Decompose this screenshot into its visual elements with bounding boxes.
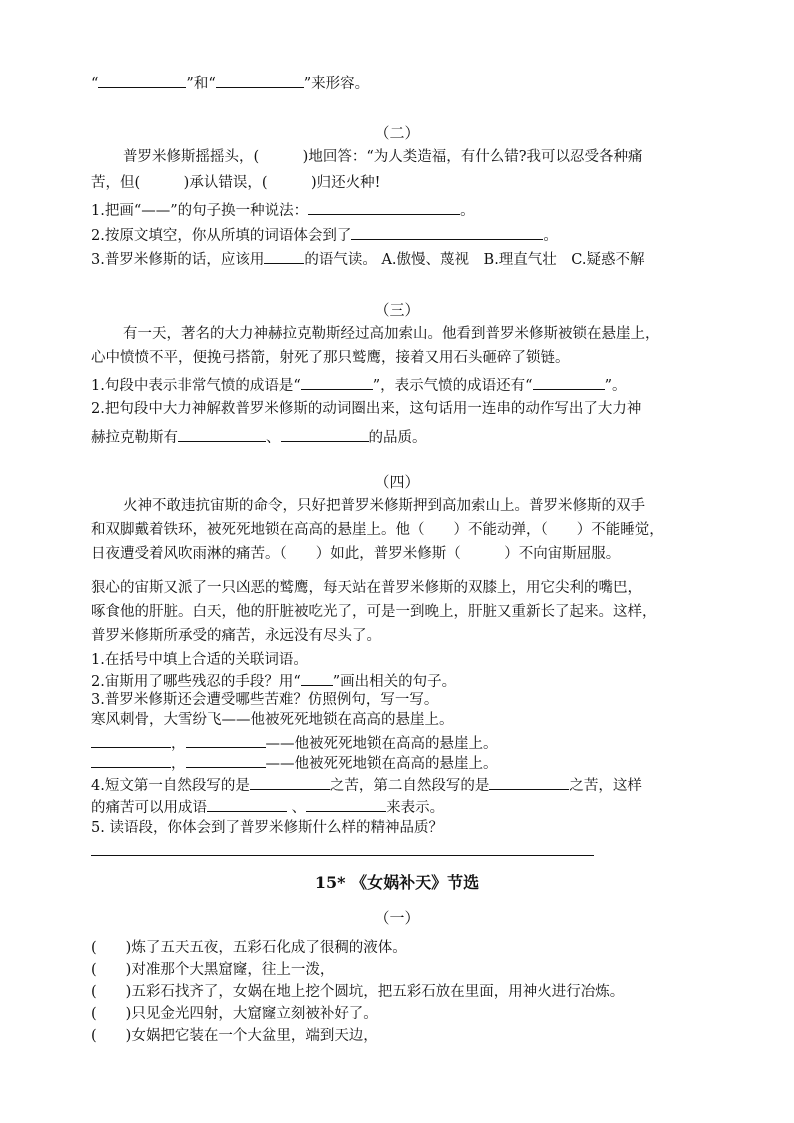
text-line: 3.普罗米修斯还会遭受哪些苦难？仿照例句，写一写。 [91,692,439,708]
text-line: 2.按原文填空，你从所填的词语体会到了 。 [91,224,558,246]
fill-blank[interactable] [91,732,171,748]
text-line: 日夜遭受着风吹雨淋的痛苦。（ ）如此，普罗米修斯（ ）不向宙斯屈服。 [91,546,621,562]
text-line: 和双脚戴着铁环，被死死地锁在高高的悬崖上。他（ ）不能动弹，（ ）不能睡觉， [91,522,664,538]
text-line: ( )女娲把它装在一个大盆里，端到天边， [91,1028,378,1044]
fill-blank[interactable] [91,752,171,768]
text-line: 3.普罗米修斯的话，应该用 的语气读。 A.傲慢、蔑视 B.理直气壮 C.疑惑不解 [91,248,644,270]
text-line: ( )炼了五天五夜，五彩石化成了很稠的液体。 [91,940,407,956]
text-line: 1.在括号中填上合适的关联词语。 [91,652,308,668]
fill-blank[interactable] [308,199,460,215]
text-line: 的痛苦可以用成语 、 来表示。 [91,796,444,818]
section-heading: （四） [374,473,420,491]
text-line: 4.短文第一自然段写的是 之苦，第二自然段写的是 之苦，这样 [91,774,642,796]
text-line: 普罗米修斯摇摇头，( )地回答：“为人类造福，有什么错?我可以忍受各种痛 [123,149,643,165]
text-line: ， ——他被死死地锁在高高的悬崖上。 [91,732,498,754]
text-line: 5. 读语段，你体会到了普罗米修斯什么样的精神品质？ [91,820,443,836]
fill-blank[interactable] [281,426,369,442]
text-line: 1.把画“——”的句子换一种说法： 。 [91,199,475,221]
section-heading: （三） [374,301,420,319]
fill-blank[interactable] [533,374,605,390]
text-line: 赫拉克勒斯有 、 的品质。 [91,426,427,448]
fill-blank[interactable] [186,752,266,768]
section-heading: （一） [374,909,420,927]
fill-blank[interactable] [250,774,330,790]
fill-blank[interactable] [186,732,266,748]
fill-blank[interactable] [351,224,543,240]
text-line: “ ”和“ ”来形容。 [91,72,369,94]
fill-blank[interactable] [98,72,186,88]
answer-line [91,855,594,856]
text-line: 寒风刺骨，大雪纷飞——他被死死地锁在高高的悬崖上。 [91,712,454,728]
text-line: 有一天，著名的大力神赫拉克勒斯经过高加索山。他看到普罗米修斯被锁在悬崖上， [123,326,660,342]
fill-blank[interactable] [301,374,373,390]
fill-blank[interactable] [216,72,304,88]
fill-blank[interactable] [178,426,266,442]
fill-blank[interactable] [207,796,287,812]
text-line: 普罗米修斯所承受的痛苦，永远没有尽头了。 [91,628,381,644]
text-line: ( )只见金光四射，大窟窿立刻被补好了。 [91,1006,378,1022]
fill-blank[interactable] [301,670,333,686]
text-line: ( )五彩石找齐了，女娲在地上挖个圆坑，把五彩石放在里面，用神火进行冶炼。 [91,984,625,1000]
fill-blank[interactable] [306,796,386,812]
text-line: ( )对准那个大黑窟窿，往上一泼， [91,962,335,978]
lesson-title: 15* 《女娲补天》节选 [314,873,480,892]
text-line: 啄食他的肝脏。白天，他的肝脏被吃光了，可是一到晚上，肝脏又重新长了起来。这样， [91,604,657,620]
fill-blank[interactable] [489,774,569,790]
text-line: 2.宙斯用了哪些残忍的手段？用“ ”画出相关的句子。 [91,670,456,692]
fill-blank[interactable] [264,248,304,264]
text-line: 火神不敢违抗宙斯的命令，只好把普罗米修斯押到高加索山上。普罗米修斯的双手 [123,498,645,514]
text-line: 2.把句段中大力神解救普罗米修斯的动词圈出来，这句话用一连串的动作写出了大力神 [91,401,642,417]
text-line: 心中愤愤不平，便挽弓搭箭，射死了那只鹫鹰，接着又用石头砸碎了锁链。 [91,350,570,366]
text-line: 狠心的宙斯又派了一只凶恶的鹫鹰，每天站在普罗米修斯的双膝上，用它尖利的嘴巴， [91,580,642,596]
section-heading: （二） [374,124,420,142]
text-line: 1.句段中表示非常气愤的成语是“ ”，表示气愤的成语还有“ ”。 [91,374,627,396]
text-line: ， ——他被死死地锁在高高的悬崖上。 [91,752,498,774]
text-line: 苦，但( )承认错误，( )归还火种! [91,175,381,191]
